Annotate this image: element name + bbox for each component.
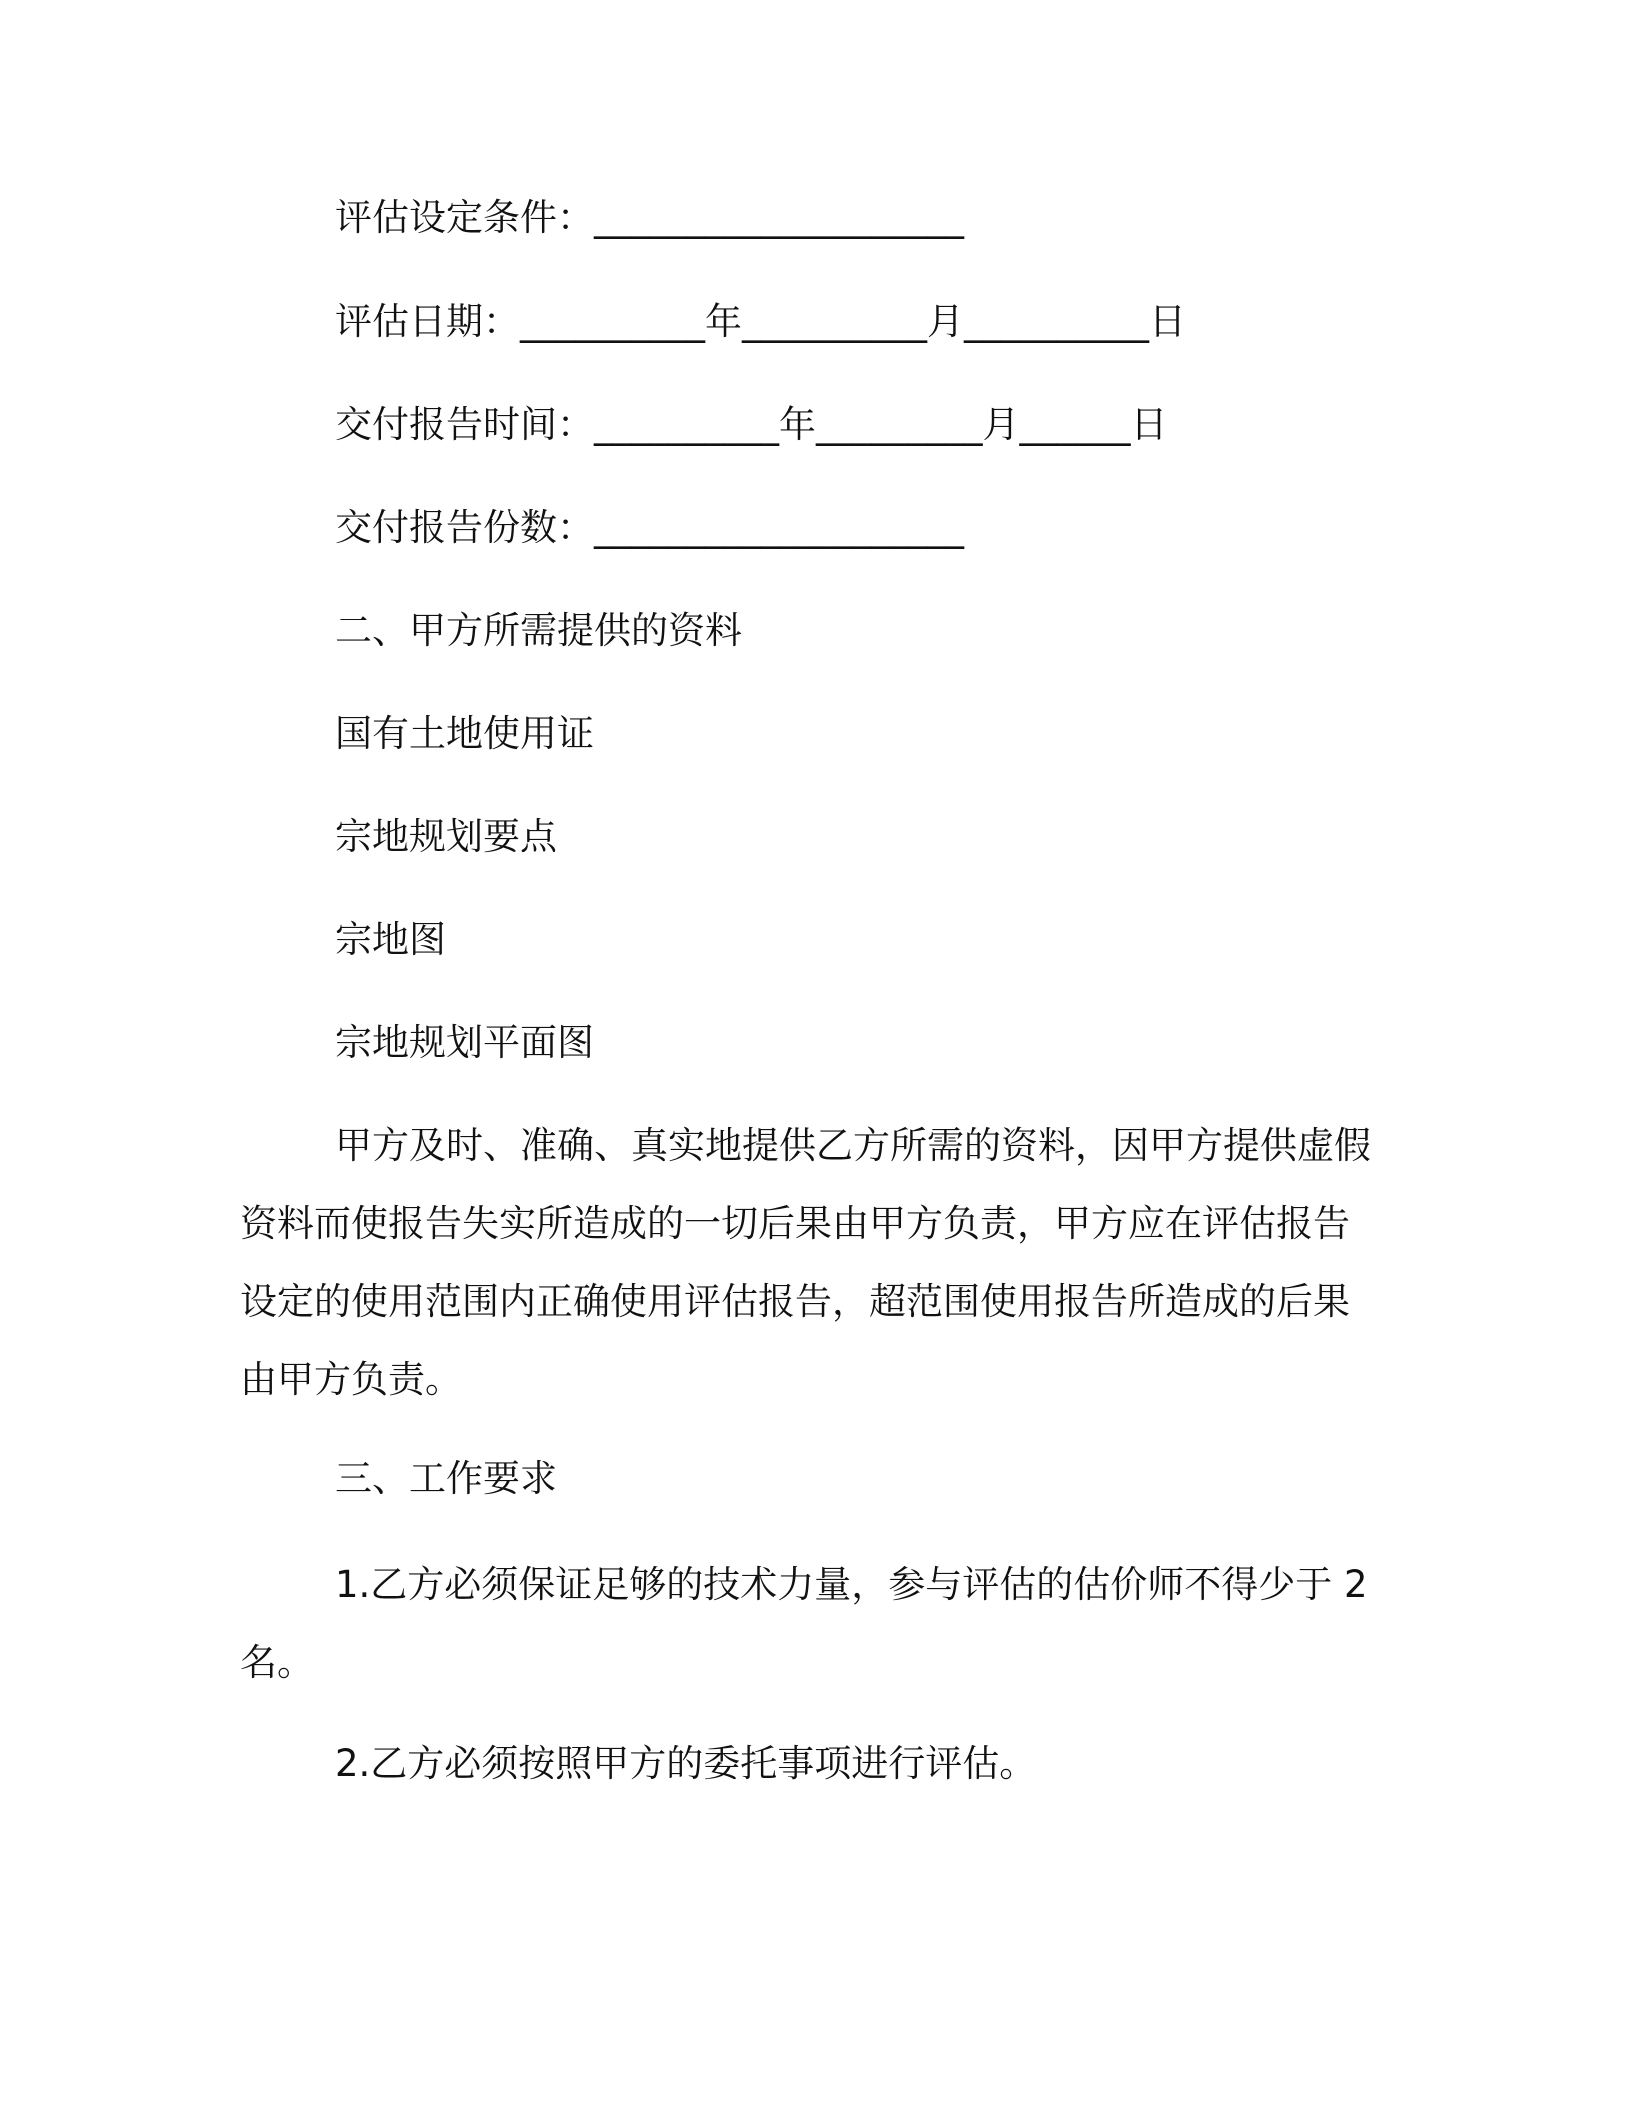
material-item: 国有土地使用证 [335, 712, 594, 755]
material-item: 宗地规划平面图 [335, 1021, 594, 1064]
report-copies-line: 交付报告份数：____________________ [335, 506, 964, 549]
work-requirement-item-1: 1.乙方必须保证足够的技术力量，参与评估的估价师不得少于 2 名。 [240, 1563, 1368, 1684]
section-2-heading: 二、甲方所需提供的资料 [335, 609, 742, 652]
assessment-conditions-line: 评估设定条件：____________________ [335, 196, 964, 239]
report-delivery-time-line: 交付报告时间：__________年_________月______日 [335, 403, 1168, 446]
section-3-heading: 三、工作要求 [335, 1457, 557, 1500]
materials-responsibility-paragraph: 甲方及时、准确、真实地提供乙方所需的资料，因甲方提供虚假资料而使报告失实所造成的一切后果由甲方负责，甲方应在评估报告设定的使用范围内正确使用评估报告，超范围使用报告所造成的后果由甲方负责。 [240, 1124, 1371, 1401]
material-item: 宗地规划要点 [335, 815, 557, 858]
work-requirement-item-2: 2.乙方必须按照甲方的委托事项进行评估。 [335, 1742, 1037, 1785]
material-item: 宗地图 [335, 918, 446, 961]
assessment-date-line: 评估日期：__________年__________月__________日 [335, 300, 1186, 343]
